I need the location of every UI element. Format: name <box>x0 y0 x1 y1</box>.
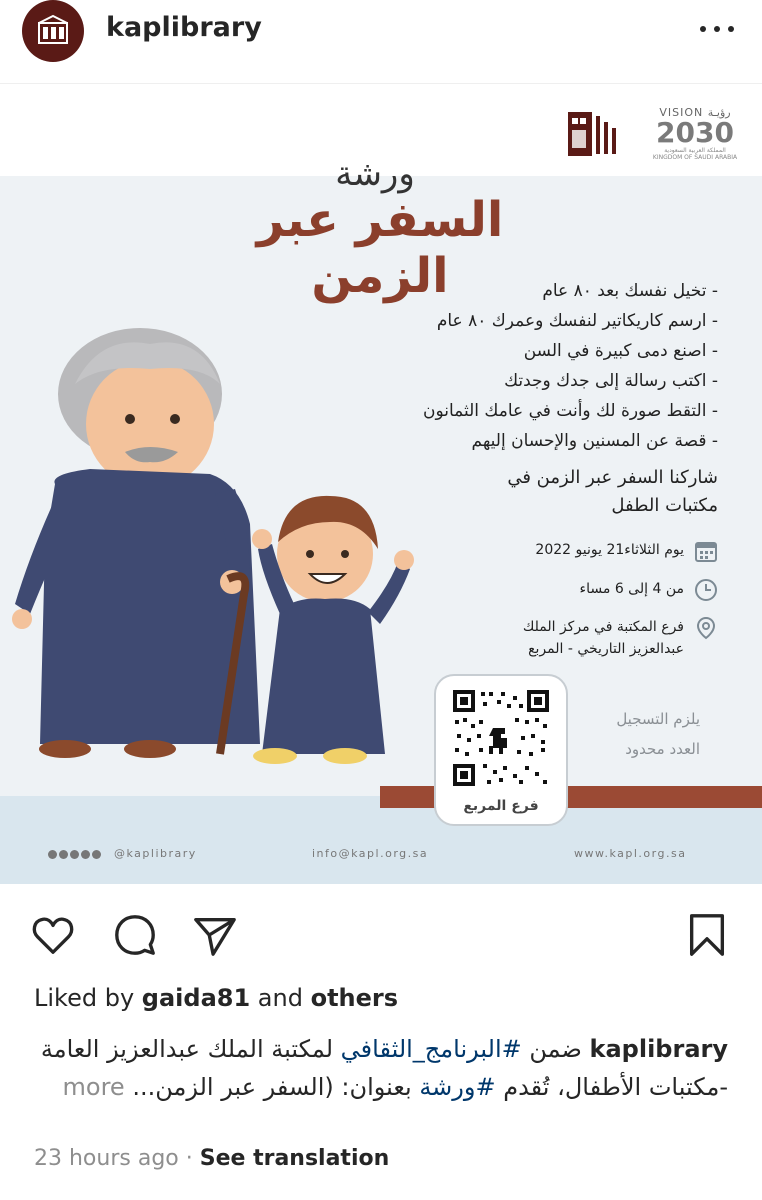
more-horizontal-icon[interactable] <box>700 14 734 44</box>
calendar-icon <box>694 539 718 563</box>
qr-code-icon <box>453 690 549 786</box>
registration-note: يلزم التسجيل العدد محدود <box>616 710 700 758</box>
qr-code-card <box>434 674 568 826</box>
poster-title: السفر عبر الزمن <box>256 192 504 304</box>
hashtag-link[interactable]: #ورشة <box>419 1073 496 1101</box>
list-item: - اصنع دمى كبيرة في السن <box>523 341 718 361</box>
list-item: - التقط صورة لك وأنت في عامك الثمانون <box>422 401 718 421</box>
event-location: فرع المكتبة في مركز الملك عبدالعزيز التاريخي - المربع <box>418 616 718 660</box>
event-time: من 4 إلى 6 مساء <box>418 578 718 602</box>
qr-label: فرع المربع <box>463 798 539 814</box>
see-translation-link[interactable]: See translation <box>199 1146 390 1171</box>
website-text: www.kapl.org.sa <box>574 847 687 860</box>
post-header <box>0 0 762 84</box>
poster-subtitle: ورشة <box>335 154 415 194</box>
poster-footer-band <box>0 796 762 884</box>
facebook-icon <box>81 850 90 859</box>
post-meta: 23 hours ago · See translation <box>34 1146 390 1171</box>
action-bar <box>0 884 762 984</box>
instagram-icon <box>48 850 57 859</box>
heart-icon[interactable] <box>30 912 76 958</box>
bookmark-icon[interactable] <box>684 912 730 958</box>
post-image[interactable] <box>0 84 762 884</box>
grandfather-child-illustration <box>0 324 420 784</box>
likes-summary[interactable]: Liked by gaida81 and others <box>34 984 399 1012</box>
list-item: - قصة عن المسنين والإحسان إليهم <box>471 431 718 451</box>
poster-logos <box>560 104 740 164</box>
timestamp: 23 hours ago <box>34 1146 179 1171</box>
vision-2030-logo: VISION رؤيـة 2030 المملكة العربية السعودية KINGDOM OF SAUDI ARABIA <box>652 106 738 161</box>
twitter-icon <box>70 850 79 859</box>
comment-icon[interactable] <box>112 912 158 958</box>
join-text: شاركنا السفر عبر الزمن في مكتبات الطفل <box>507 467 718 516</box>
send-icon[interactable] <box>192 912 238 958</box>
email-text: info@kapl.org.sa <box>312 847 429 860</box>
event-date: يوم الثلاثاء21 يونيو 2022 <box>418 539 718 563</box>
hashtag-link[interactable]: #البرنامج_الثقافي <box>340 1035 522 1063</box>
list-item: - ارسم كاريكاتير لنفسك وعمرك ٨٠ عام <box>436 311 718 331</box>
snapchat-icon <box>92 850 101 859</box>
username[interactable]: kaplibrary <box>106 12 262 43</box>
more-link[interactable]: more <box>62 1073 133 1101</box>
kapl-logo-icon <box>566 108 620 158</box>
social-handle: @kaplibrary <box>114 847 197 860</box>
list-item: - تخيل نفسك بعد ٨٠ عام <box>542 281 718 301</box>
caption-username[interactable]: kaplibrary <box>589 1035 728 1063</box>
list-item: - اكتب رسالة إلى جدك وجدتك <box>504 371 718 391</box>
clock-icon <box>694 578 718 602</box>
library-logo-icon <box>35 13 71 49</box>
social-icons <box>48 850 101 859</box>
avatar[interactable] <box>22 0 84 62</box>
youtube-icon <box>59 850 68 859</box>
location-pin-icon <box>694 616 718 640</box>
post-caption: kaplibrary ضمن #البرنامج_الثقافي لمكتبة الملك عبدالعزيز العامة -مكتبات الأطفال، تُقدم #ورشة بعنوان: (السفر عبر الزمن... more <box>40 1035 728 1101</box>
